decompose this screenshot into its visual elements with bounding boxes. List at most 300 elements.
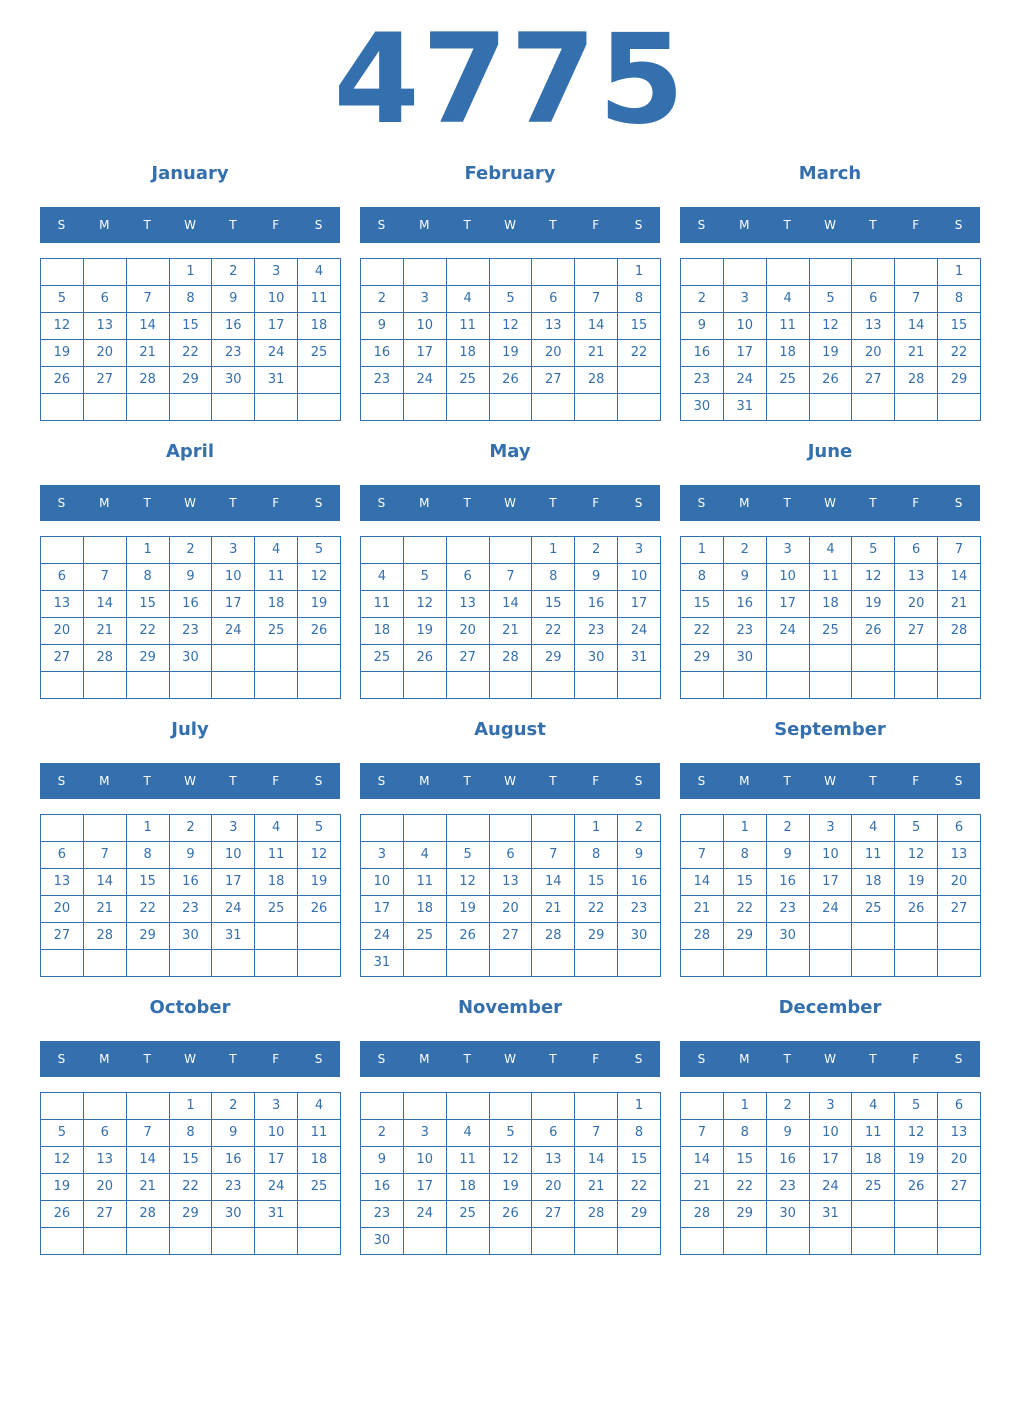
day-cell: [895, 950, 938, 977]
day-cell: 3: [809, 815, 852, 842]
day-cell: 5: [852, 537, 895, 564]
day-cell: 14: [126, 313, 169, 340]
day-cell: 4: [255, 815, 298, 842]
weekday-header: [680, 1041, 980, 1077]
day-cell: 18: [766, 340, 809, 367]
day-cell: 31: [618, 645, 661, 672]
week-row: [361, 950, 661, 977]
day-grid: [40, 258, 341, 421]
weekday-label: M: [99, 774, 110, 788]
day-cell: 22: [532, 618, 575, 645]
day-cell: [83, 259, 126, 286]
day-cell: 8: [575, 842, 618, 869]
week-row: [361, 672, 661, 699]
day-cell: 26: [895, 1174, 938, 1201]
day-cell: 3: [255, 259, 298, 286]
week-row: [681, 367, 981, 394]
weekday-label: S: [57, 496, 66, 510]
day-cell: 1: [618, 259, 661, 286]
weekday-label: M: [99, 218, 110, 232]
day-cell: [895, 1201, 938, 1228]
day-cell: 13: [41, 591, 84, 618]
day-cell: [852, 672, 895, 699]
day-cell: 5: [489, 286, 532, 313]
week-row: [361, 1093, 661, 1120]
month-march: [680, 158, 980, 414]
day-cell: [126, 672, 169, 699]
day-cell: 26: [489, 367, 532, 394]
day-cell: [575, 672, 618, 699]
day-cell: 2: [723, 537, 766, 564]
day-cell: [681, 259, 724, 286]
day-cell: 12: [489, 313, 532, 340]
week-row: [41, 313, 341, 340]
day-cell: [809, 645, 852, 672]
day-cell: 21: [938, 591, 981, 618]
week-row: [41, 537, 341, 564]
week-row: [681, 896, 981, 923]
day-cell: 2: [575, 537, 618, 564]
week-row: [681, 1147, 981, 1174]
day-cell: 14: [83, 591, 126, 618]
day-cell: [852, 923, 895, 950]
day-cell: [83, 1093, 126, 1120]
weekday-label: W: [504, 774, 516, 788]
day-cell: [895, 1228, 938, 1255]
day-cell: 29: [618, 1201, 661, 1228]
day-cell: 5: [489, 1120, 532, 1147]
day-cell: 9: [618, 842, 661, 869]
day-cell: 17: [618, 591, 661, 618]
weekday-label: W: [184, 774, 196, 788]
day-cell: [403, 1228, 446, 1255]
day-cell: 6: [83, 286, 126, 313]
day-cell: [895, 394, 938, 421]
day-cell: 22: [575, 896, 618, 923]
day-cell: 6: [938, 815, 981, 842]
day-cell: [532, 672, 575, 699]
day-cell: 11: [446, 313, 489, 340]
weekday-label: T: [783, 218, 791, 232]
weekday-label: W: [824, 1052, 836, 1066]
day-cell: 14: [126, 1147, 169, 1174]
day-cell: 16: [766, 869, 809, 896]
day-cell: 31: [255, 367, 298, 394]
weekday-label: M: [419, 496, 430, 510]
weekday-label: S: [697, 774, 706, 788]
week-row: [41, 259, 341, 286]
day-cell: 17: [403, 1174, 446, 1201]
day-cell: 21: [681, 896, 724, 923]
week-row: [41, 286, 341, 313]
week-row: [681, 564, 981, 591]
day-cell: 19: [895, 1147, 938, 1174]
weekday-label: F: [272, 218, 280, 232]
day-cell: 18: [446, 340, 489, 367]
day-cell: 30: [575, 645, 618, 672]
day-cell: [83, 394, 126, 421]
week-row: [41, 923, 341, 950]
weekday-label: T: [463, 496, 471, 510]
day-cell: 23: [361, 1201, 404, 1228]
weekday-label: S: [377, 218, 386, 232]
day-cell: 29: [575, 923, 618, 950]
day-cell: 30: [723, 645, 766, 672]
weekday-label: S: [314, 496, 323, 510]
day-cell: [895, 259, 938, 286]
day-cell: 19: [489, 340, 532, 367]
day-cell: [255, 923, 298, 950]
day-cell: 26: [41, 1201, 84, 1228]
day-cell: 12: [809, 313, 852, 340]
day-cell: 26: [403, 645, 446, 672]
day-cell: [361, 1093, 404, 1120]
day-cell: [83, 537, 126, 564]
day-cell: 16: [766, 1147, 809, 1174]
week-row: [41, 672, 341, 699]
day-cell: 8: [169, 1120, 212, 1147]
day-cell: 3: [618, 537, 661, 564]
day-cell: [938, 645, 981, 672]
weekday-label: W: [504, 496, 516, 510]
day-cell: 6: [532, 1120, 575, 1147]
month-december: [680, 992, 980, 1221]
day-cell: [446, 950, 489, 977]
week-row: [361, 394, 661, 421]
day-cell: 30: [169, 923, 212, 950]
weekday-label: M: [739, 218, 750, 232]
day-cell: 23: [723, 618, 766, 645]
week-row: [361, 869, 661, 896]
day-cell: [446, 259, 489, 286]
day-cell: 10: [212, 564, 255, 591]
weekday-header: [360, 763, 660, 799]
weekday-label: S: [377, 774, 386, 788]
day-cell: [575, 259, 618, 286]
weekday-label: F: [592, 496, 600, 510]
day-cell: 27: [852, 367, 895, 394]
day-cell: [766, 259, 809, 286]
week-row: [361, 1174, 661, 1201]
day-cell: 24: [212, 896, 255, 923]
week-row: [361, 842, 661, 869]
day-cell: [298, 367, 341, 394]
day-cell: 6: [446, 564, 489, 591]
day-cell: 6: [938, 1093, 981, 1120]
day-cell: 8: [618, 286, 661, 313]
day-cell: 7: [681, 842, 724, 869]
day-cell: 7: [895, 286, 938, 313]
day-cell: 22: [126, 896, 169, 923]
day-cell: 18: [361, 618, 404, 645]
day-cell: [403, 672, 446, 699]
day-cell: [403, 394, 446, 421]
day-cell: 29: [723, 1201, 766, 1228]
day-cell: [446, 1228, 489, 1255]
day-cell: 13: [489, 869, 532, 896]
day-cell: [446, 1093, 489, 1120]
day-cell: 5: [403, 564, 446, 591]
day-cell: [298, 923, 341, 950]
day-cell: 30: [681, 394, 724, 421]
day-cell: [126, 950, 169, 977]
day-cell: [361, 394, 404, 421]
week-row: [41, 1093, 341, 1120]
weekday-label: T: [143, 218, 151, 232]
day-cell: 14: [489, 591, 532, 618]
day-cell: 29: [938, 367, 981, 394]
month-october: [40, 992, 340, 1221]
day-cell: 21: [895, 340, 938, 367]
day-cell: [298, 394, 341, 421]
day-cell: 25: [255, 896, 298, 923]
day-cell: [212, 950, 255, 977]
day-cell: [723, 259, 766, 286]
day-cell: [212, 1228, 255, 1255]
week-row: [361, 923, 661, 950]
weekday-label: T: [143, 496, 151, 510]
day-grid: [40, 536, 341, 699]
day-cell: [255, 394, 298, 421]
day-cell: [361, 537, 404, 564]
weekday-label: S: [954, 1052, 963, 1066]
day-cell: 12: [489, 1147, 532, 1174]
day-cell: [212, 394, 255, 421]
day-cell: 4: [446, 286, 489, 313]
day-cell: [852, 1228, 895, 1255]
weekday-header: [360, 485, 660, 521]
day-cell: 23: [766, 1174, 809, 1201]
day-cell: [681, 950, 724, 977]
day-cell: 29: [169, 1201, 212, 1228]
day-cell: [532, 950, 575, 977]
day-cell: 12: [446, 869, 489, 896]
week-row: [681, 340, 981, 367]
day-cell: [681, 1093, 724, 1120]
weekday-label: W: [824, 496, 836, 510]
day-cell: 24: [255, 1174, 298, 1201]
week-row: [41, 1174, 341, 1201]
day-grid: [40, 1092, 341, 1255]
week-row: [681, 645, 981, 672]
weekday-label: T: [869, 496, 877, 510]
day-cell: [809, 1228, 852, 1255]
day-cell: [41, 394, 84, 421]
day-cell: 9: [766, 842, 809, 869]
week-row: [361, 259, 661, 286]
weekday-label: W: [824, 218, 836, 232]
day-cell: 30: [766, 923, 809, 950]
week-row: [41, 950, 341, 977]
day-cell: 27: [938, 1174, 981, 1201]
day-cell: 11: [361, 591, 404, 618]
day-cell: 27: [532, 1201, 575, 1228]
day-cell: 13: [938, 1120, 981, 1147]
day-cell: 2: [212, 1093, 255, 1120]
day-cell: 17: [212, 591, 255, 618]
day-cell: 26: [895, 896, 938, 923]
day-cell: 2: [212, 259, 255, 286]
day-cell: 16: [169, 869, 212, 896]
weekday-label: F: [272, 496, 280, 510]
week-row: [41, 1120, 341, 1147]
day-cell: 10: [361, 869, 404, 896]
day-cell: 1: [126, 815, 169, 842]
day-cell: [446, 815, 489, 842]
day-cell: 1: [575, 815, 618, 842]
day-cell: [618, 950, 661, 977]
day-cell: 16: [681, 340, 724, 367]
day-cell: 27: [446, 645, 489, 672]
day-cell: 24: [723, 367, 766, 394]
weekday-label: T: [143, 1052, 151, 1066]
day-cell: [169, 672, 212, 699]
week-row: [681, 591, 981, 618]
day-cell: 18: [255, 591, 298, 618]
day-grid: [360, 258, 661, 421]
day-cell: 28: [938, 618, 981, 645]
day-grid: [40, 814, 341, 977]
week-row: [361, 645, 661, 672]
day-cell: 9: [169, 564, 212, 591]
day-cell: [41, 950, 84, 977]
weekday-label: M: [99, 496, 110, 510]
day-cell: 17: [809, 1147, 852, 1174]
day-cell: [126, 1228, 169, 1255]
day-cell: [809, 950, 852, 977]
day-cell: [298, 645, 341, 672]
weekday-label: S: [314, 1052, 323, 1066]
weekday-header: [680, 763, 980, 799]
day-cell: 10: [403, 1147, 446, 1174]
day-cell: 26: [446, 923, 489, 950]
day-cell: 25: [852, 1174, 895, 1201]
week-row: [681, 950, 981, 977]
day-cell: 15: [126, 591, 169, 618]
day-cell: 21: [681, 1174, 724, 1201]
day-cell: 7: [83, 842, 126, 869]
day-cell: 22: [126, 618, 169, 645]
weekday-label: S: [377, 496, 386, 510]
day-cell: 19: [41, 1174, 84, 1201]
weekday-label: M: [739, 496, 750, 510]
day-cell: 29: [723, 923, 766, 950]
week-row: [41, 815, 341, 842]
day-cell: [766, 645, 809, 672]
day-cell: 2: [361, 1120, 404, 1147]
day-cell: 9: [766, 1120, 809, 1147]
day-cell: [169, 950, 212, 977]
day-cell: [126, 394, 169, 421]
weekday-label: F: [592, 774, 600, 788]
day-cell: 10: [723, 313, 766, 340]
day-cell: 20: [938, 869, 981, 896]
week-row: [41, 1201, 341, 1228]
day-cell: 10: [809, 842, 852, 869]
day-cell: 7: [126, 1120, 169, 1147]
week-row: [41, 869, 341, 896]
day-cell: 29: [126, 923, 169, 950]
day-cell: 19: [446, 896, 489, 923]
weekday-label: W: [184, 218, 196, 232]
day-cell: 12: [298, 842, 341, 869]
day-cell: 23: [766, 896, 809, 923]
day-cell: [489, 259, 532, 286]
day-cell: 1: [681, 537, 724, 564]
day-cell: 26: [298, 896, 341, 923]
day-cell: 12: [298, 564, 341, 591]
day-cell: 15: [169, 313, 212, 340]
day-cell: 11: [255, 842, 298, 869]
month-name: April: [165, 441, 215, 462]
week-row: [681, 1228, 981, 1255]
day-cell: [618, 394, 661, 421]
day-cell: 22: [169, 340, 212, 367]
day-cell: 25: [255, 618, 298, 645]
day-grid: [360, 1092, 661, 1255]
day-cell: 13: [83, 313, 126, 340]
day-cell: 24: [809, 1174, 852, 1201]
day-cell: 23: [169, 618, 212, 645]
day-cell: 7: [575, 286, 618, 313]
day-cell: 28: [532, 923, 575, 950]
day-cell: [852, 645, 895, 672]
day-cell: [895, 672, 938, 699]
day-cell: 16: [618, 869, 661, 896]
day-cell: 13: [532, 313, 575, 340]
week-row: [41, 645, 341, 672]
weekday-label: F: [272, 1052, 280, 1066]
weekday-label: S: [634, 1052, 643, 1066]
day-cell: 10: [403, 313, 446, 340]
month-name: December: [778, 997, 882, 1018]
day-cell: 16: [212, 313, 255, 340]
day-cell: 6: [532, 286, 575, 313]
day-cell: [489, 1093, 532, 1120]
day-cell: 17: [723, 340, 766, 367]
day-cell: 28: [575, 1201, 618, 1228]
day-cell: [83, 672, 126, 699]
day-cell: 24: [403, 367, 446, 394]
day-cell: 4: [852, 815, 895, 842]
week-row: [681, 815, 981, 842]
day-cell: 12: [403, 591, 446, 618]
day-grid: [680, 258, 981, 421]
day-cell: 4: [298, 259, 341, 286]
week-row: [361, 1147, 661, 1174]
day-cell: [489, 537, 532, 564]
day-cell: 10: [212, 842, 255, 869]
day-cell: [618, 367, 661, 394]
month-name: October: [149, 997, 231, 1018]
weekday-label: S: [314, 774, 323, 788]
day-cell: [532, 1228, 575, 1255]
day-cell: 19: [403, 618, 446, 645]
day-cell: 11: [298, 1120, 341, 1147]
weekday-label: S: [954, 218, 963, 232]
day-cell: [532, 1093, 575, 1120]
day-cell: [766, 1228, 809, 1255]
day-cell: 4: [361, 564, 404, 591]
day-cell: 11: [809, 564, 852, 591]
day-cell: [575, 1228, 618, 1255]
day-cell: 3: [723, 286, 766, 313]
day-cell: [766, 394, 809, 421]
weekday-label: T: [463, 218, 471, 232]
weekday-label: S: [314, 218, 323, 232]
day-cell: 7: [126, 286, 169, 313]
weekday-label: W: [184, 496, 196, 510]
